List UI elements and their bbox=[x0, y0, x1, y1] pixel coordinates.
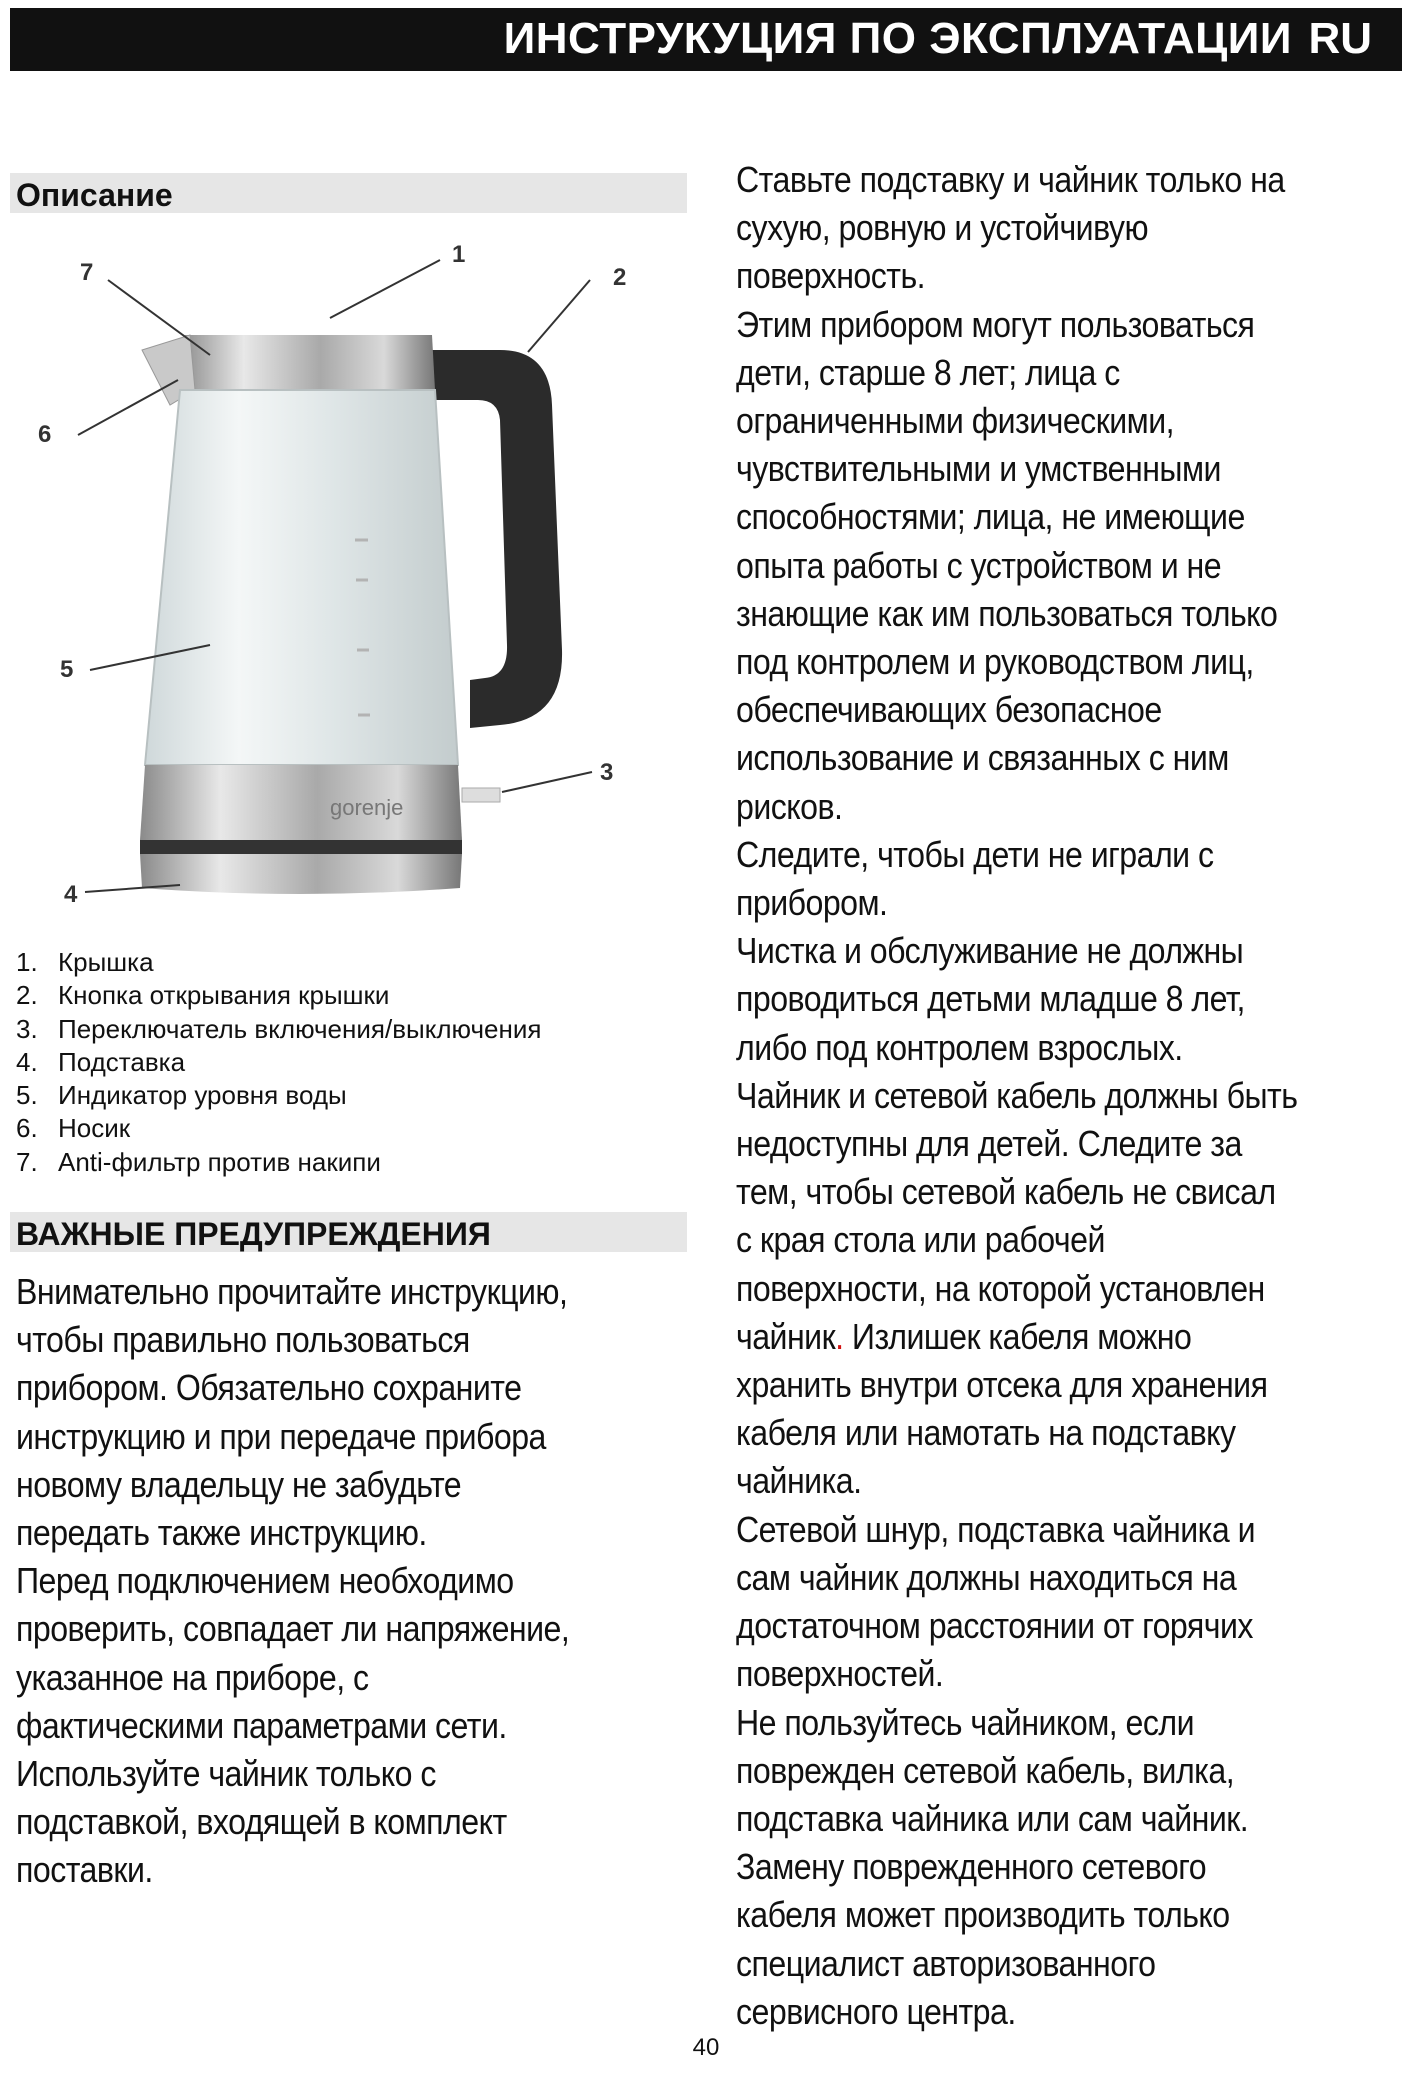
list-item: 1. Крышка bbox=[16, 947, 154, 977]
text-line: чайник. Излишек кабеля можно bbox=[736, 1315, 1192, 1357]
text-line: Чайник и сетевой кабель должны быть bbox=[736, 1074, 1298, 1116]
text-line: Не пользуйтесь чайником, если bbox=[736, 1701, 1195, 1743]
text-line: Используйте чайник только с bbox=[16, 1753, 436, 1795]
list-item: 7. Anti-фильтр против накипи bbox=[16, 1146, 381, 1177]
text-line: проводиться детьми младше 8 лет, bbox=[736, 978, 1245, 1020]
warnings-heading-bar bbox=[10, 1212, 687, 1252]
callout-2: 2 bbox=[613, 264, 627, 291]
text-line: Чистка и обслуживание не должны bbox=[736, 930, 1244, 972]
text-line: Этим прибором могут пользоваться bbox=[736, 303, 1255, 345]
text-line: Замену поврежденного сетевого bbox=[736, 1846, 1207, 1888]
warnings-right-column bbox=[736, 156, 1405, 2036]
text-line: использование и связанных с ним bbox=[736, 737, 1229, 779]
header-title: ИНСТРУКУЦИЯ ПО ЭКСПЛУАТАЦИИ bbox=[503, 14, 1292, 63]
text-line: обеспечивающих безопасное bbox=[736, 689, 1162, 731]
kettle-lid bbox=[180, 335, 435, 390]
text-line: специалист авторизованного bbox=[736, 1942, 1156, 1984]
text-line: ограниченными физическими, bbox=[736, 400, 1175, 442]
text-line: чайника. bbox=[736, 1460, 862, 1502]
text-line: рисков. bbox=[736, 785, 843, 827]
brand-label: gorenje bbox=[330, 795, 404, 820]
text-line: прибором. Обязательно сохраните bbox=[16, 1367, 522, 1409]
switch-lever bbox=[462, 788, 500, 802]
text-line: Перед подключением необходимо bbox=[16, 1560, 514, 1602]
text-line: недоступны для детей. Следите за bbox=[736, 1123, 1242, 1165]
text-line: поверхности, на которой установлен bbox=[736, 1267, 1265, 1309]
description-heading: Описание bbox=[16, 177, 173, 213]
text-line: знающие как им пользоваться только bbox=[736, 592, 1278, 634]
list-item: 2. Кнопка открывания крышки bbox=[16, 980, 390, 1011]
warnings-left-column bbox=[16, 1268, 685, 1895]
kettle-base-ring bbox=[140, 840, 462, 854]
header-bar bbox=[10, 8, 1402, 71]
text-line: фактическими параметрами сети. bbox=[16, 1704, 507, 1746]
list-item: 4. Подставка bbox=[16, 1046, 186, 1077]
text-line: сам чайник должны находиться на bbox=[736, 1556, 1237, 1598]
callout-4: 4 bbox=[64, 881, 78, 908]
kettle-steel-base bbox=[140, 765, 462, 840]
text-line: кабеля может производить только bbox=[736, 1894, 1230, 1936]
text-line: дети, старше 8 лет; лица с bbox=[736, 351, 1120, 393]
page-number: 40 bbox=[692, 2034, 720, 2061]
text-line: способностями; лица, не имеющие bbox=[736, 496, 1245, 538]
description-heading-bar bbox=[10, 173, 687, 213]
text-line: сервисного центра. bbox=[736, 1990, 1016, 2032]
text-line: передать также инструкцию. bbox=[16, 1512, 427, 1554]
text-line: указанное на приборе, с bbox=[16, 1656, 369, 1698]
header-lang: RU bbox=[1308, 14, 1372, 63]
text-line: Следите, чтобы дети не играли с bbox=[736, 833, 1214, 875]
warnings-heading: ВАЖНЫЕ ПРЕДУПРЕЖДЕНИЯ bbox=[16, 1216, 491, 1252]
text-line: Внимательно прочитайте инструкцию, bbox=[16, 1271, 568, 1312]
text-line: проверить, совпадает ли напряжение, bbox=[16, 1608, 570, 1650]
text-line: Сетевой шнур, подставка чайника и bbox=[736, 1508, 1256, 1550]
text-line: кабеля или намотать на подставку bbox=[736, 1412, 1236, 1454]
text-line: чувствительными и умственными bbox=[736, 448, 1221, 490]
red-period: . bbox=[835, 1315, 844, 1357]
kettle-stand bbox=[140, 854, 462, 894]
kettle-figure bbox=[30, 240, 680, 920]
text-line: тем, чтобы сетевой кабель не свисал bbox=[736, 1171, 1276, 1213]
text-line: с края стола или рабочей bbox=[736, 1219, 1105, 1261]
text-line: сухую, ровную и устойчивую bbox=[736, 207, 1149, 249]
text-line: новому владельцу не забудьте bbox=[16, 1463, 462, 1505]
list-item: 5. Индикатор уровня воды bbox=[16, 1080, 347, 1111]
text-line: чтобы правильно пользоваться bbox=[16, 1319, 470, 1361]
text-line: прибором. bbox=[736, 882, 888, 924]
text-line: подставка чайника или сам чайник. bbox=[736, 1797, 1249, 1839]
text-line: либо под контролем взрослых. bbox=[736, 1026, 1183, 1068]
text-line: Ставьте подставку и чайник только на bbox=[736, 159, 1285, 200]
list-item: 3. Переключатель включения/выключения bbox=[16, 1013, 542, 1044]
callout-7: 7 bbox=[80, 259, 94, 286]
text-line: поврежден сетевой кабель, вилка, bbox=[736, 1749, 1235, 1791]
callout-6: 6 bbox=[38, 421, 52, 448]
parts-list bbox=[16, 946, 541, 1179]
list-item: 6. Носик bbox=[16, 1113, 131, 1144]
callout-3: 3 bbox=[600, 759, 614, 786]
text-line: хранить внутри отсека для хранения bbox=[736, 1364, 1268, 1406]
text-line: подставкой, входящей в комплект bbox=[16, 1801, 507, 1843]
callout-5: 5 bbox=[60, 656, 74, 683]
text-line: опыта работы с устройством и не bbox=[736, 544, 1222, 586]
text-line: поверхностей. bbox=[736, 1653, 944, 1695]
kettle-glass-body bbox=[145, 390, 458, 765]
text-line: инструкцию и при передаче прибора bbox=[16, 1415, 546, 1457]
text-line: поставки. bbox=[16, 1849, 153, 1891]
text-line: поверхность. bbox=[736, 255, 926, 297]
text-line: достаточном расстоянии от горячих bbox=[736, 1605, 1253, 1647]
callout-1: 1 bbox=[452, 241, 466, 268]
text-line: под контролем и руководством лиц, bbox=[736, 641, 1254, 683]
